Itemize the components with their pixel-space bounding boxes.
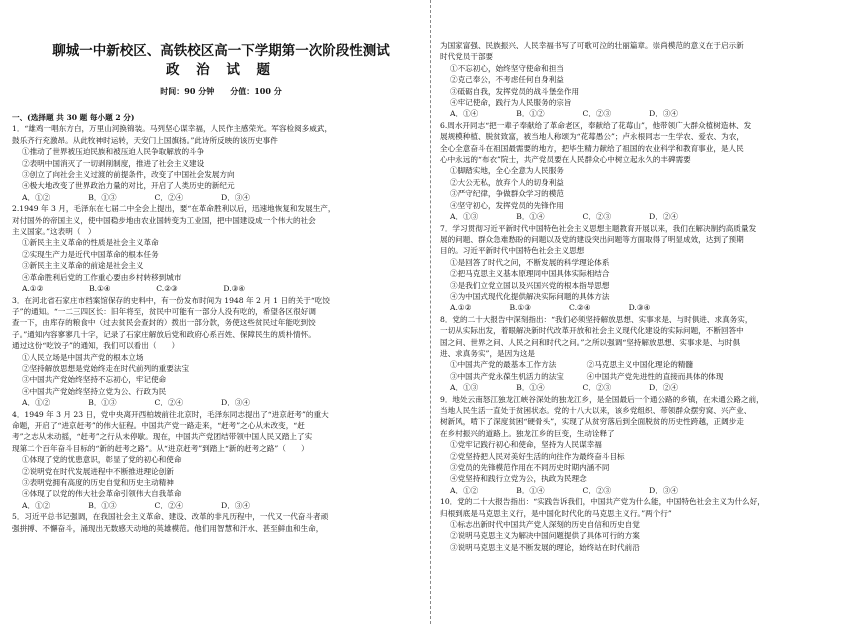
- option-line: ④坚守初心，发挥党员的先锋作用: [450, 200, 564, 210]
- answer-choices: A．①② B．①④ C．②③ D．③④: [450, 485, 678, 495]
- exam-meta: 时间：90 分钟 分值：100 分: [160, 86, 282, 96]
- option-line: ④为中国式现代化提供解决实际问题的具体方法: [450, 291, 610, 301]
- question-line: 时代党员干部要: [440, 52, 494, 62]
- question-line: 全心全意奋斗在祖国最需要的地方，把毕生精力献给了祖国的农业科学和教育事业，是人民: [440, 143, 744, 153]
- left-questions: [12, 123, 430, 534]
- question-line: 6.周水开同志“把一辈子奉献给了革命老区，奉献给了花莓山”，他带领广大群众植树造林、发: [440, 120, 752, 130]
- option-line: ③砥砺自我，发挥党员的战斗堡垒作用: [450, 86, 580, 96]
- answer-choices: A．①② B．①③ C．②④ D．③④: [22, 500, 250, 510]
- option-line: ①党牢记践行初心和使命，坚持为人民谋幸福: [450, 440, 602, 450]
- option-line: ②表明中国消灭了一切剥削制度，推进了社会主义建设: [22, 158, 205, 168]
- question-line: 当地人民生活一直处于贫困状态。党的十八大以来，该乡党组织、带领群众摆穷窝、兴产业、: [440, 406, 752, 415]
- option-line: ③中国共产党永葆生机活力的法宝 ④中国共产党先进性的直接而具体的体现: [450, 371, 724, 381]
- option-line: ①人民立场是中国共产党的根本立场: [22, 352, 144, 362]
- exam-title: 聊城一中新校区、高铁校区高一下学期第一次阶段性测试: [52, 43, 390, 59]
- option-line: ①体现了党的忧患意识，彰显了党的初心和使命: [22, 455, 182, 465]
- question-line: 一切从实际出发，着眼解决新时代改革开放和社会主义现代化建设的实际问题，不断回答中: [440, 326, 744, 336]
- question-line: 4．1949 年 3 月 23 日，党中央离开西柏坡前往北京时，毛泽东同志提出了“进京赶考”的重大: [12, 409, 329, 419]
- option-line: ③说明马克思主义是不断发展的理论，始终站在时代前沿: [450, 542, 640, 552]
- option-line: ③中国共产党始终坚持不忘初心，牢记使命: [22, 375, 167, 385]
- answer-choices: A．①② B．①③ C．②④ D．③④: [22, 192, 250, 202]
- question-line: 命题，开启了“进京赶考”的伟大征程。中国共产党一路走来，“赶考”之心从未改变，“赶: [12, 420, 305, 430]
- option-line: ③新民主主义革命的前途是社会主义: [22, 261, 144, 271]
- answer-choices: A．①② B．①③ C．②④ D．③④: [22, 398, 250, 408]
- option-line: ①脚踏实地，全心全意为人民服务: [450, 166, 564, 176]
- option-line: ①是回答了时代之问，不断发展的科学理论体系: [450, 257, 610, 267]
- question-line: 在乡村振兴的道路上。独龙江乡的巨变，生动诠释了: [440, 428, 615, 438]
- option-line: ①标志出新时代中国共产党人深刻的历史自信和历史自觉: [450, 520, 640, 530]
- left-column: [12, 0, 430, 534]
- question-line: 10．党的二十大报告指出：“实践告诉我们，中国共产党为什么能，中国特色社会主义为什么好，: [440, 497, 765, 507]
- question-line: 通过这份“吃饺子”的通知，我们可以看出（ ）: [12, 341, 180, 351]
- answer-choices: A．①④ B．①② C．②③ D．③④: [450, 109, 678, 119]
- question-line: 主义国家。”这表明（ ）: [12, 227, 96, 237]
- exam-subtitle: 政 治 试 题: [165, 62, 277, 78]
- option-line: ②实现生产力是近代中国革命的根本任务: [22, 249, 159, 259]
- option-line: ③严守纪律，争做群众学习的模范: [450, 189, 564, 199]
- answer-choices: A．①③ B．①④ C．②③ D．②④: [450, 383, 678, 393]
- question-line: 国之问、世界之问、人民之问和时代之问。”之所以强调“坚持解放思想、实事求是、与时俱: [440, 337, 741, 347]
- right-column: [440, 0, 858, 553]
- question-line: 3．在河北省石家庄市档案馆保存的史料中，有一份发布时间为 1948 年 2 月 1 日的关于“吃饺: [12, 295, 330, 305]
- option-line: ④革命胜利后党的工作重心要由乡村转移到城市: [22, 272, 182, 282]
- answer-choices: A．①③ B．①④ C．②③ D．②④: [450, 212, 678, 222]
- option-line: ①中国共产党的最基本工作方法 ②马克思主义中国化理论的精髓: [450, 360, 693, 370]
- option-line: ③党员的先锋模范作用在不同历史时期内涵不同: [450, 463, 610, 473]
- question-line: 归根到底是马克思主义行，是中国化时代化的马克思主义行。”两个行”: [440, 508, 672, 518]
- option-line: ②克己奉公，不考虑任何自身利益: [450, 75, 564, 85]
- question-line: 8．党的二十大报告中深刻指出：“我们必须坚持解放思想、实事求是、与时俱进、求真务实，: [440, 314, 753, 324]
- question-line: 对付国外的帝国主义，使中国稳步地由农业国转变为工业国，把中国建设成一个伟大的社会: [12, 215, 316, 225]
- question-line: 查一下，由库存的粮食中（过去贫民会查封的）拨出一部分款，务使这些贫民过年能吃到饺: [12, 318, 316, 328]
- option-line: ②坚持解放思想是党始终走在时代前列的重要法宝: [22, 363, 190, 373]
- question-line: 树新风，啃下了深度贫困“硬骨头”，实现了从贫穷落后到全面脱贫的历史性跨越，正阔步走: [440, 417, 744, 427]
- option-line: ②把马克思主义基本原理同中国具体实际相结合: [450, 269, 610, 279]
- option-line: ④极大地改变了世界政治力量的对比，开启了人类历史的新纪元: [22, 181, 235, 191]
- question-line: 子”的通知。“一二三四区长：旧年将至，贫民中可能有一部分人没有吃的，希望各区很好调: [12, 306, 316, 316]
- option-line: ①推动了世界被压迫民族和被压迫人民争取解放的斗争: [22, 147, 205, 157]
- question-line: 为国家富强、民族振兴、人民幸福书写了可歌可泣的壮丽篇章。崇尚模范的意义在于启示新: [440, 41, 744, 50]
- question-line: 2.1949 年 3 月，毛泽东在七届二中全会上提出，要“在革命胜利以后，迅速地恢复和发展生产，: [12, 204, 336, 214]
- question-line: 考”之志从未动摇，“赶考”之行从未停歇。现在，中国共产党团结带领中国人民又踏上了实: [12, 432, 313, 442]
- option-line: ④党坚持和践行立党为公，执政为民理念: [450, 474, 587, 484]
- right-questions: [440, 40, 858, 553]
- option-line: ①新民主主义革命的性质是社会主义革命: [22, 238, 159, 248]
- option-line: ④体现了以党的伟大社会革命引领伟大自我革命: [22, 489, 182, 499]
- option-line: ④牢记使命，践行为人民服务的宗旨: [450, 98, 572, 108]
- column-divider: [430, 0, 431, 624]
- question-line: 1．“雄鸡一唱东方白，万里山河换锦装。马列坚心谋幸福，人民作主感荣光。军容检阅多威武，: [12, 124, 333, 134]
- question-line: 进、求真务实”，是因为这是: [440, 348, 536, 358]
- question-line: 7．学习贯彻习近平新时代中国特色社会主义思想主题教育开展以来，我们在解决制约高质量发: [440, 223, 757, 233]
- option-line: ④中国共产党始终坚持立党为公、行政为民: [22, 386, 167, 396]
- question-line: 子。”通知内容寥寥几十字，记录了石家庄解放后党和政府心系百姓、保障民生的质朴情怀。: [12, 329, 316, 339]
- answer-choices: A.①② B.①③ C.②④ D.③④: [450, 303, 651, 313]
- answer-choices: A.①② B.①④ C.②③ D.③④: [22, 284, 246, 294]
- option-line: ②党坚持把人民对美好生活的向往作为最终奋斗目标: [450, 451, 625, 461]
- question-line: 目的。习近平新时代中国特色社会主义思想: [440, 246, 585, 256]
- question-line: 展的问题、群众急难愁盼的问题以及党的建设突出问题等方面取得了明显成效，达到了预期: [440, 234, 744, 244]
- question-line: 5．习近平总书记强调，在我国社会主义革命、建设、改革的非凡历程中，一代又一代奋斗者顽: [12, 512, 329, 522]
- option-line: ③创立了向社会主义过渡的前提条件，改变了中国社会发展方向: [22, 170, 235, 180]
- option-line: ③表明党拥有高度的历史自觉和历史主动精神: [22, 478, 174, 487]
- option-line: ②说明马克思主义为解决中国问题提供了具体可行的方案: [450, 531, 640, 541]
- question-line: 现第二个百年奋斗目标的“新的赶考之路”。从“进京赶考”到踏上“新的赶考之路”（ ）: [12, 443, 309, 453]
- option-line: ①不忘初心，始终坚守使命和担当: [450, 63, 564, 73]
- section-heading: 一、(选择题 共 30 题 每小题 2 分): [12, 113, 135, 122]
- question-line: 鼓乐齐行充激昂。从此牧神时运转，天安门上国旗扬。”此诗所反映的该历史事件: [12, 135, 278, 145]
- option-line: ③是我们立党立国以及兴国兴党的根本指导思想: [450, 280, 610, 290]
- question-line: 展规模种植、脱贫致富，被当地人称颂为“花莓愚公”；卢永根同志一生学农、爱农、为农，: [440, 132, 744, 142]
- option-line: ②大公无私，放弃个人的切身利益: [450, 177, 564, 187]
- question-line: 9．地处云南怒江独龙江峡谷深处的独龙江乡，是全国最后一个通公路的乡镇，在未通公路之前，: [440, 394, 764, 404]
- option-line: ②说明党在时代发展进程中不断推进理论创新: [22, 466, 174, 476]
- question-line: 心中永远的“布衣”院士，共产党员要在人民群众心中树立起永久的丰碑需要: [440, 155, 691, 165]
- question-line: 强拼搏、不懈奋斗，涌现出无数感天动地的英雄模范。他们用智慧和汗水、甚至鲜血和生命，: [12, 523, 324, 533]
